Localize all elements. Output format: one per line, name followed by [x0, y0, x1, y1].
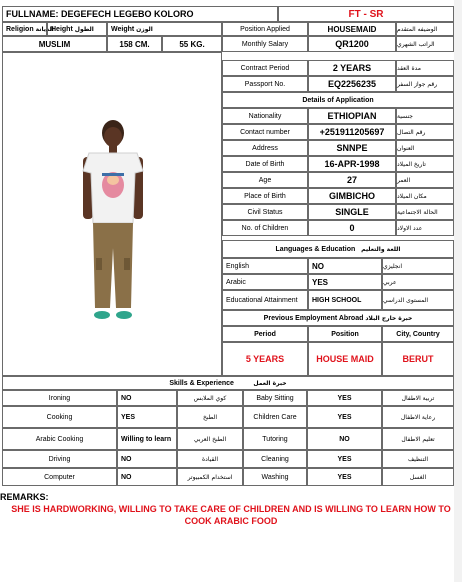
skill-value: NO: [117, 468, 177, 486]
details-ar: العنوان: [396, 140, 454, 156]
skill-value: YES: [307, 390, 382, 406]
position-ar: الوضيفه المتقدم: [396, 22, 454, 36]
height-value: 158 CM.: [107, 36, 162, 52]
skill-label: Tutoring: [243, 428, 307, 450]
details-label: Age: [222, 172, 308, 188]
details-label: Contact number: [222, 124, 308, 140]
contract-label: Contract Period: [222, 60, 308, 76]
salary-label: Monthly Salary: [222, 36, 308, 52]
language-label: Arabic: [222, 274, 308, 290]
applicant-figure: [3, 53, 221, 375]
salary-value: QR1200: [308, 36, 396, 52]
details-value: GIMBICHO: [308, 188, 396, 204]
position-label: Position Applied: [222, 22, 308, 36]
details-value: ETHIOPIAN: [308, 108, 396, 124]
languages-title: Languages & Education اللغة والتعليم: [222, 240, 454, 258]
details-ar: رقم التصال: [396, 124, 454, 140]
skill-value: YES: [307, 406, 382, 428]
skill-ar: الطبخ العربي: [177, 428, 243, 450]
height-label: Height الطول: [47, 22, 107, 36]
skill-label: Washing: [243, 468, 307, 486]
weight-label: Weight الوزن: [107, 22, 222, 36]
skill-value: NO: [117, 390, 177, 406]
page-edge-strip: [454, 0, 462, 582]
details-title: Details of Application: [222, 92, 454, 108]
contract-value: 2 YEARS: [308, 60, 396, 76]
religion-label: Religion الديانة: [2, 22, 47, 36]
previous-header-period: Period: [222, 326, 308, 342]
skill-value: YES: [307, 450, 382, 468]
skill-label: Cleaning: [243, 450, 307, 468]
details-label: Date of Birth: [222, 156, 308, 172]
skill-value: NO: [117, 450, 177, 468]
skill-ar: كوي الملابس: [177, 390, 243, 406]
skill-label: Children Care: [243, 406, 307, 428]
salary-ar: الراتب الشهري: [396, 36, 454, 52]
fullname-label: FULLNAME:: [6, 9, 59, 19]
skill-label: Ironing: [2, 390, 117, 406]
details-ar: تاريخ الميلاد: [396, 156, 454, 172]
previous-position: HOUSE MAID: [308, 342, 382, 376]
details-ar: جنسية: [396, 108, 454, 124]
skill-value: NO: [307, 428, 382, 450]
skill-ar: تربية الاطفال: [382, 390, 454, 406]
fullname-cell: [2, 6, 278, 22]
skill-ar: التنظيف: [382, 450, 454, 468]
skills-title: Skills & Experience خبرة العمل: [2, 376, 454, 390]
previous-period: 5 YEARS: [222, 342, 308, 376]
skill-ar: تعليم الاطفال: [382, 428, 454, 450]
passport-ar: رقم جواز السفر: [396, 76, 454, 92]
position-value: HOUSEMAID: [308, 22, 396, 36]
skill-label: Arabic Cooking: [2, 428, 117, 450]
details-label: No. of Children: [222, 220, 308, 236]
skill-label: Baby Sitting: [243, 390, 307, 406]
language-value: NO: [308, 258, 382, 274]
ref-code: FT - SR: [278, 6, 454, 22]
applicant-photo: [2, 52, 222, 376]
language-ar: المستوى الدراسي: [382, 290, 454, 310]
details-ar: الحالة الاجتماعية: [396, 204, 454, 220]
details-label: Address: [222, 140, 308, 156]
remarks-text: SHE IS HARDWORKING, WILLING TO TAKE CARE OF CHILDREN AND IS WILLING TO LEARN HOW TO COOK ARABIC FOOD: [11, 504, 451, 526]
skill-ar: القيادة: [177, 450, 243, 468]
language-value: HIGH SCHOOL: [308, 290, 382, 310]
skill-ar: الغسل: [382, 468, 454, 486]
details-value: SINGLE: [308, 204, 396, 220]
language-ar: عربي: [382, 274, 454, 290]
language-label: English: [222, 258, 308, 274]
remarks-label: REMARKS:: [0, 492, 49, 502]
skill-value: YES: [117, 406, 177, 428]
previous-header-position: Position: [308, 326, 382, 342]
fullname-value: DEGEFECH LEGEBO KOLORO: [61, 9, 194, 19]
skill-ar: الطبخ: [177, 406, 243, 428]
details-ar: عدد الاولاد: [396, 220, 454, 236]
application-sheet: [2, 6, 454, 492]
passport-value: EQ2256235: [308, 76, 396, 92]
skill-value: YES: [307, 468, 382, 486]
details-value: +251911205697: [308, 124, 396, 140]
skill-ar: رعاية الاطفال: [382, 406, 454, 428]
previous-header-city: City, Country: [382, 326, 454, 342]
details-ar: العمر: [396, 172, 454, 188]
language-label: Educational Attainment: [222, 290, 308, 310]
details-value: 27: [308, 172, 396, 188]
previous-city: BERUT: [382, 342, 454, 376]
passport-label: Passport No.: [222, 76, 308, 92]
details-label: Nationality: [222, 108, 308, 124]
skill-value: Willing to learn: [117, 428, 177, 450]
details-label: Civil Status: [222, 204, 308, 220]
skill-label: Cooking: [2, 406, 117, 428]
details-value: 16-APR-1998: [308, 156, 396, 172]
contract-ar: مدة العقد: [396, 60, 454, 76]
religion-value: MUSLIM: [2, 36, 107, 52]
details-value: SNNPE: [308, 140, 396, 156]
language-ar: انجليزي: [382, 258, 454, 274]
details-ar: مكان الميلاد: [396, 188, 454, 204]
details-value: 0: [308, 220, 396, 236]
skill-label: Computer: [2, 468, 117, 486]
skill-ar: استخدام الكمبيوتر: [177, 468, 243, 486]
previous-title: Previous Employment Abroad خبرة خارج البلاد: [222, 310, 454, 326]
skill-label: Driving: [2, 450, 117, 468]
weight-value: 55 KG.: [162, 36, 222, 52]
details-label: Place of Birth: [222, 188, 308, 204]
language-value: YES: [308, 274, 382, 290]
